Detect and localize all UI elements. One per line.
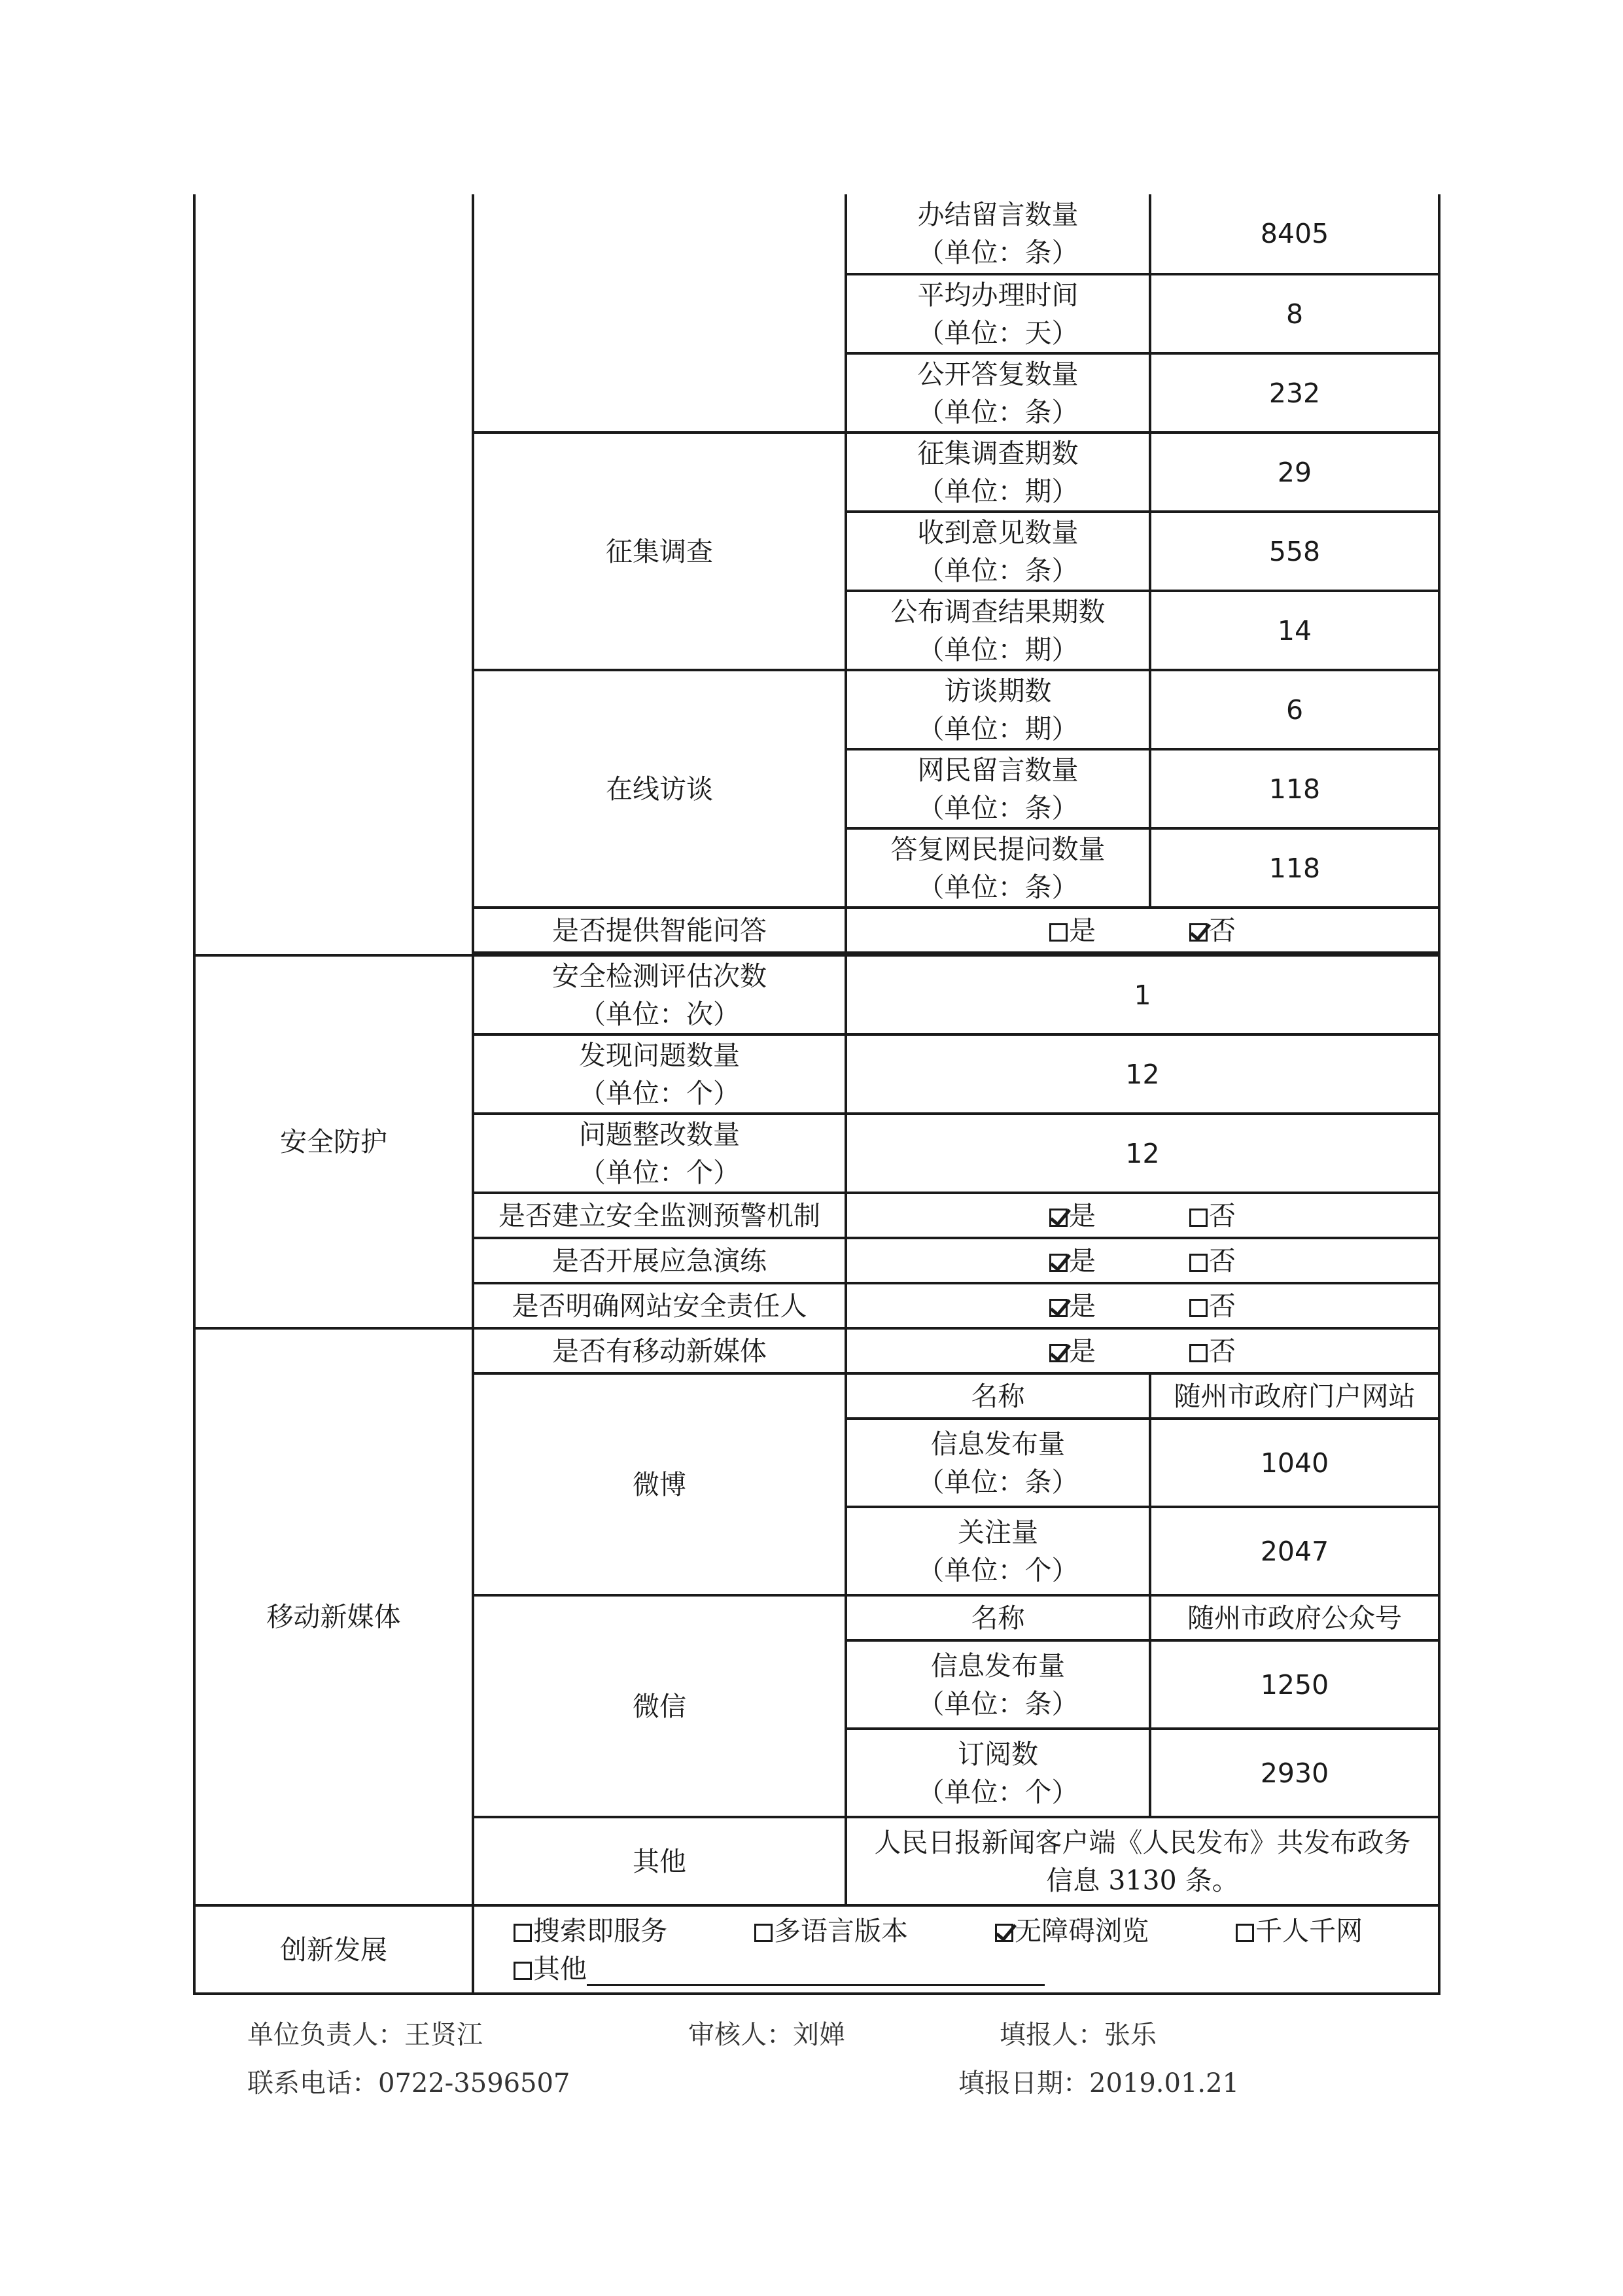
checkbox-unchecked-icon: [1189, 1344, 1208, 1362]
checkbox-no[interactable]: 否: [1189, 1332, 1236, 1370]
checkbox-yes[interactable]: 是: [1049, 1242, 1096, 1280]
leader-text: 单位负责人：王贤江: [247, 2020, 483, 2050]
innovation-options: [473, 1905, 1439, 1994]
metric-label: 收到意见数量 （单位：条）: [846, 512, 1150, 591]
metric-value: 1: [846, 955, 1439, 1034]
metric-label: 征集调查期数 （单位：期）: [846, 433, 1150, 512]
subsection-title: 征集调查: [473, 433, 846, 670]
section-cell-interaction: [194, 194, 473, 955]
metric-value: 232: [1150, 353, 1439, 433]
table-row: [194, 1905, 1439, 1994]
section-title: 移动新媒体: [194, 1328, 473, 1905]
checkbox-unchecked-icon: [1189, 1299, 1208, 1317]
metric-value: 118: [1150, 828, 1439, 908]
table-row: [194, 194, 1439, 274]
metric-label: 信息发布量 （单位：条）: [846, 1419, 1150, 1507]
metric-value: 6: [1150, 670, 1439, 749]
subsection-title: 在线访谈: [473, 670, 846, 908]
checkbox-personalized[interactable]: 千人千网: [1236, 1912, 1363, 1950]
checkbox-checked-icon: [1049, 1209, 1068, 1227]
filler-text: 填报人：张乐: [1000, 2020, 1157, 2050]
date-block: [958, 2062, 1239, 2100]
metric-label: 网民留言数量 （单位：条）: [846, 749, 1150, 828]
question-label: 是否建立安全监测预警机制: [473, 1193, 846, 1238]
metric-value: 558: [1150, 512, 1439, 591]
question-label: 是否明确网站安全责任人: [473, 1283, 846, 1328]
metric-value: 8405: [1150, 194, 1439, 274]
metric-value: 14: [1150, 591, 1439, 670]
checkbox-checked-icon: [1049, 1299, 1068, 1317]
metric-label: 公布调查结果期数 （单位：期）: [846, 591, 1150, 670]
checkbox-unchecked-icon: [754, 1924, 773, 1942]
section-title: 安全防护: [194, 955, 473, 1328]
reviewer-text: 审核人：刘婵: [688, 2020, 845, 2050]
metric-value: 29: [1150, 433, 1439, 512]
checkbox-accessibility[interactable]: 无障碍浏览: [995, 1912, 1149, 1950]
metric-value: 2047: [1150, 1507, 1439, 1595]
subsection-title: 其他: [473, 1817, 846, 1905]
table-row: [194, 1328, 1439, 1373]
metric-label: 关注量 （单位：个）: [846, 1507, 1150, 1595]
metric-value: 12: [846, 1034, 1439, 1114]
metric-label: 信息发布量 （单位：条）: [846, 1640, 1150, 1729]
metric-label: 公开答复数量 （单位：条）: [846, 353, 1150, 433]
checkbox-no[interactable]: 否: [1189, 1197, 1236, 1235]
question-label: 是否提供智能问答: [473, 908, 846, 953]
checkbox-unchecked-icon: [514, 1962, 532, 1980]
metric-label: 问题整改数量 （单位：个）: [473, 1114, 846, 1193]
metric-label: 订阅数 （单位：个）: [846, 1729, 1150, 1817]
account-name: 随州市政府公众号: [1150, 1595, 1439, 1640]
metric-label: 访谈期数 （单位：期）: [846, 670, 1150, 749]
metric-value: 1040: [1150, 1419, 1439, 1507]
subsection-title: 微信: [473, 1595, 846, 1817]
checkbox-multilingual[interactable]: 多语言版本: [754, 1912, 908, 1950]
checkbox-unchecked-icon: [1189, 1209, 1208, 1227]
other-description: 人民日报新闻客户端《人民发布》共发布政务 信息 3130 条。: [846, 1817, 1439, 1905]
checkbox-unchecked-icon: [1189, 1254, 1208, 1272]
yes-no-choice: [846, 908, 1439, 953]
filler-block: [1000, 2014, 1157, 2051]
checkbox-checked-icon: [995, 1924, 1013, 1942]
innovation-options-row: [514, 1912, 1431, 1950]
account-name: 随州市政府门户网站: [1150, 1373, 1439, 1419]
subsection-title: 微博: [473, 1373, 846, 1595]
checkbox-unchecked-icon: [514, 1924, 532, 1942]
checkbox-search-service[interactable]: 搜索即服务: [514, 1912, 667, 1950]
checkbox-unchecked-icon: [1236, 1924, 1254, 1942]
footer-line-1: [247, 2014, 483, 2051]
checkbox-no[interactable]: 否: [1189, 911, 1236, 949]
name-label: 名称: [846, 1595, 1150, 1640]
checkbox-checked-icon: [1189, 923, 1208, 942]
question-label: 是否开展应急演练: [473, 1238, 846, 1283]
checkbox-yes[interactable]: 是: [1049, 1197, 1096, 1235]
other-fill-line[interactable]: [587, 1955, 1045, 1986]
checkbox-checked-icon: [1049, 1254, 1068, 1272]
checkbox-no[interactable]: 否: [1189, 1287, 1236, 1325]
innovation-other-row: [514, 1950, 1431, 1988]
metric-label: 发现问题数量 （单位：个）: [473, 1034, 846, 1114]
metric-label: 平均办理时间 （单位：天）: [846, 274, 1150, 353]
yes-no-choice: [846, 1283, 1439, 1328]
name-label: 名称: [846, 1373, 1150, 1419]
yes-no-choice: [846, 1193, 1439, 1238]
checkbox-other[interactable]: 其他: [514, 1950, 587, 1988]
metric-value: 12: [846, 1114, 1439, 1193]
date-text: 填报日期：2019.01.21: [958, 2068, 1240, 2098]
checkbox-checked-icon: [1049, 1344, 1068, 1362]
footer-line-2: [247, 2062, 570, 2100]
metric-value: 1250: [1150, 1640, 1439, 1729]
reviewer-block: [688, 2014, 845, 2051]
checkbox-yes[interactable]: 是: [1049, 911, 1096, 949]
yes-no-choice: [846, 1238, 1439, 1283]
metric-value: 2930: [1150, 1729, 1439, 1817]
metric-label: 答复网民提问数量 （单位：条）: [846, 828, 1150, 908]
checkbox-no[interactable]: 否: [1189, 1242, 1236, 1280]
checkbox-yes[interactable]: 是: [1049, 1287, 1096, 1325]
phone-text: 联系电话：0722-3596507: [247, 2068, 570, 2098]
checkbox-yes[interactable]: 是: [1049, 1332, 1096, 1370]
metric-label: 安全检测评估次数 （单位：次）: [473, 955, 846, 1034]
checkbox-unchecked-icon: [1049, 923, 1068, 942]
table-row: [194, 955, 1439, 1034]
subsection-cell-message: [473, 194, 846, 433]
question-label: 是否有移动新媒体: [473, 1328, 846, 1373]
metric-value: 8: [1150, 274, 1439, 353]
statistics-table: [193, 194, 1440, 1995]
section-title: 创新发展: [194, 1905, 473, 1994]
metric-value: 118: [1150, 749, 1439, 828]
metric-label: 办结留言数量 （单位：条）: [846, 194, 1150, 274]
yes-no-choice: [846, 1328, 1439, 1373]
